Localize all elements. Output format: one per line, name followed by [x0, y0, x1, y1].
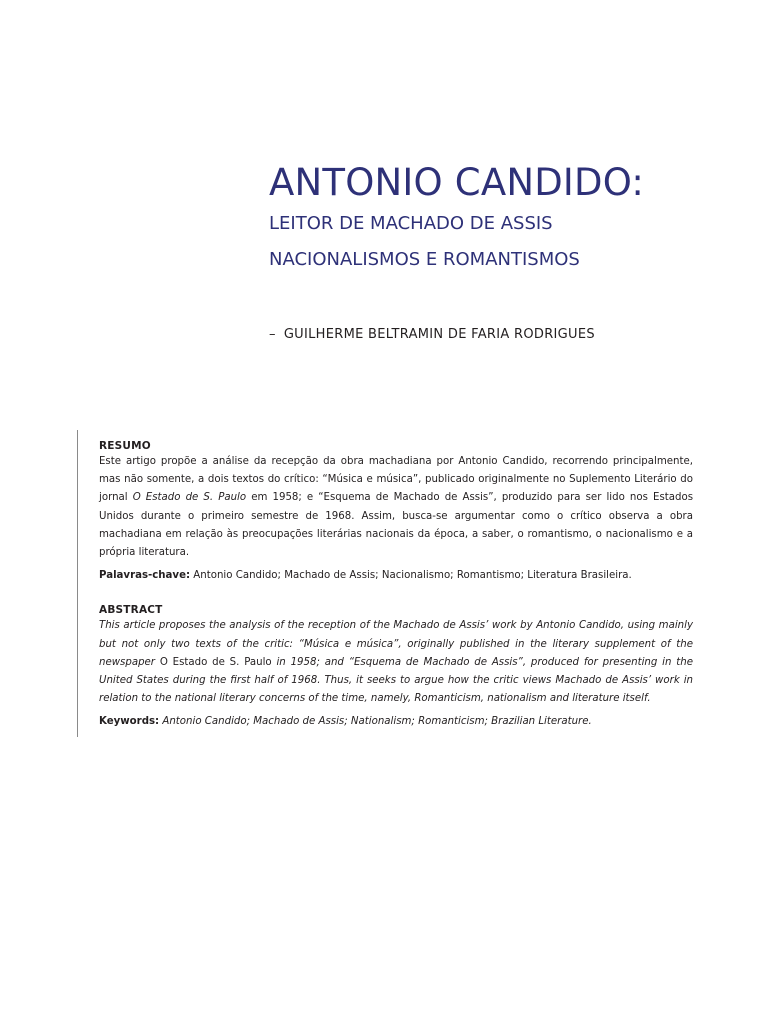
- author-dash: –: [269, 327, 276, 342]
- author-name: GUILHERME BELTRAMIN DE FARIA RODRIGUES: [283, 327, 595, 342]
- title-block: [269, 160, 739, 271]
- abstract-keywords-list: Antonio Candido; Machado de Assis; Nationalism; Romanticism; Brazilian Literature.: [159, 716, 592, 728]
- abstract-text: [99, 617, 693, 708]
- abstract-keywords: [99, 713, 693, 731]
- resumo-keywords-label: Palavras-chave:: [99, 570, 191, 582]
- resumo-heading: RESUMO: [99, 440, 151, 452]
- abstract-content: [99, 439, 693, 732]
- resumo-text: [99, 453, 693, 562]
- resumo-text-part-1: Este artigo propõe a análise da recepção da obra machadiana por Antonio Candido, recorrendo principalmente, mas não somente, a dois textos do crítico: “Música e música”, publicado originalmente no Suplemento Literário do jornal: [99, 456, 693, 504]
- article-subtitle-1: LEITOR DE MACHADO DE ASSIS: [269, 213, 553, 234]
- resumo-text-italic: O Estado de S. Paulo: [132, 492, 247, 504]
- section-gap: [99, 585, 693, 603]
- resumo-text-part-2: em 1958; e “Esquema de Machado de Assis”, produzido para ser lido nos Estados Unidos durante o primeiro semestre de 1968. Assim, busca-se argumentar como o crítico observa a obra machadiana em relação às preocupações literárias nacionais da época, a saber, o romantismo, o nacionalismo e a própria literatura.: [99, 492, 694, 559]
- abstract-box: [77, 430, 698, 737]
- author-line: [269, 327, 595, 342]
- abstract-keywords-label: Keywords:: [99, 716, 160, 728]
- abstract-text-roman: O Estado de S. Paulo: [159, 656, 272, 668]
- resumo-keywords-list: Antonio Candido; Machado de Assis; Nacionalismo; Romantismo; Literatura Brasileira.: [190, 570, 632, 582]
- abstract-text-part-1: This article proposes the analysis of the reception of the Machado de Assis’ work by Antonio Candido, using mainly but not only two texts of the critic: “Música e música”, originally published in the literary supplement of the newspaper: [99, 620, 693, 668]
- abstract-heading: ABSTRACT: [99, 604, 163, 617]
- article-subtitle-2: NACIONALISMOS E ROMANTISMOS: [269, 249, 580, 270]
- article-title: ANTONIO CANDIDO:: [269, 161, 645, 204]
- resumo-keywords: [99, 567, 693, 585]
- abstract-text-part-2: in 1958; and “Esquema de Machado de Assis”, produced for presenting in the United States during the first half of 1968. Thus, it seeks to argue how the critic views Machado de Assis’ work in relation to the national literary concerns of the time, namely, Romanticism, nationalism and literature itself.: [99, 656, 693, 705]
